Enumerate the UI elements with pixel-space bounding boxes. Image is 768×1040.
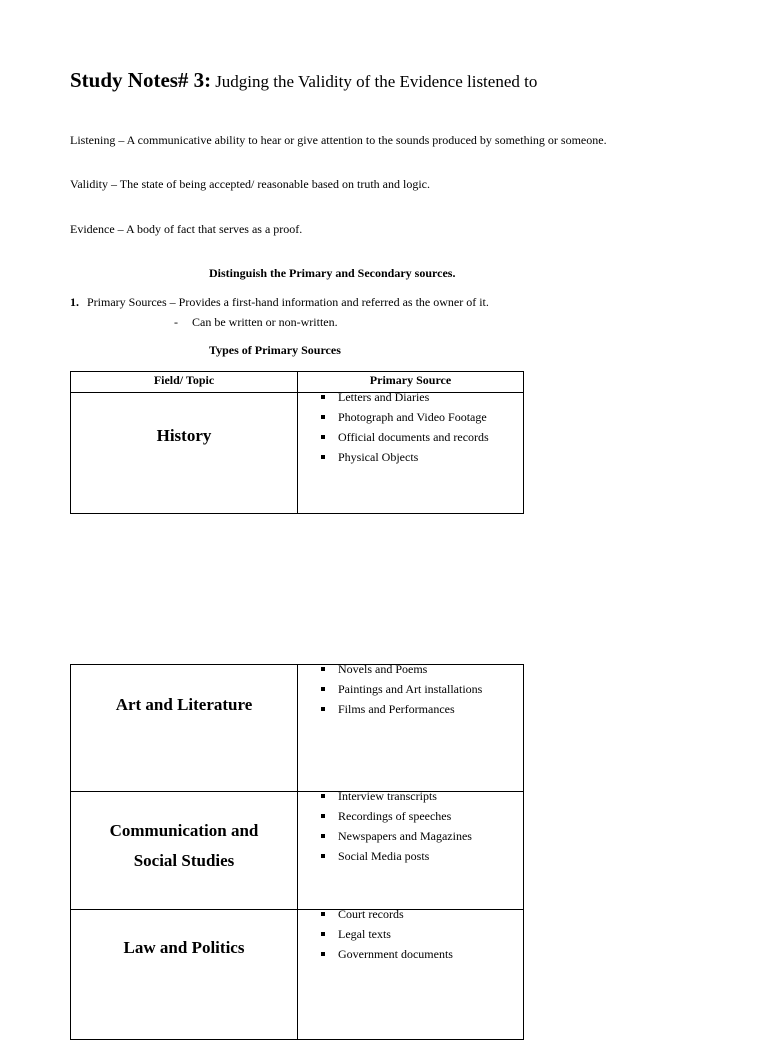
types-heading: Types of Primary Sources xyxy=(209,343,341,357)
header-field-topic: Field/ Topic xyxy=(71,372,298,393)
table-row xyxy=(71,910,524,1040)
square-bullet-icon xyxy=(321,932,325,936)
sub-item-text: Can be written or non-written. xyxy=(192,315,338,329)
sub-item xyxy=(174,315,338,330)
list-item: Photograph and Video Footage xyxy=(298,411,523,431)
list-item: Court records xyxy=(298,908,523,928)
square-bullet-icon xyxy=(321,707,325,711)
table-row xyxy=(71,393,524,514)
field-cell-line: Social Studies xyxy=(133,851,235,870)
numbered-item-primary-sources xyxy=(70,295,489,310)
square-bullet-icon xyxy=(321,814,325,818)
item-text: Primary Sources – Provides a first-hand information and referred as the owner of it. xyxy=(87,295,489,309)
list-item: Paintings and Art installations xyxy=(298,683,523,703)
square-bullet-icon xyxy=(321,834,325,838)
square-bullet-icon xyxy=(321,435,325,439)
square-bullet-icon xyxy=(321,912,325,916)
list-item: Letters and Diaries xyxy=(298,391,523,411)
item-number: 1. xyxy=(70,295,79,309)
definition-validity: Validity – The state of being accepted/ reasonable based on truth and logic. xyxy=(70,177,430,191)
field-cell: Art and Literature xyxy=(71,665,298,792)
field-cell: History xyxy=(71,393,298,514)
field-cell: Law and Politics xyxy=(71,910,298,1040)
source-cell xyxy=(298,662,524,792)
list-item: Newspapers and Magazines xyxy=(298,830,523,850)
list-item: Novels and Poems xyxy=(298,663,523,683)
square-bullet-icon xyxy=(321,952,325,956)
square-bullet-icon xyxy=(321,794,325,798)
definition-listening: Listening – A communicative ability to hear or give attention to the sounds produced by something or someone. xyxy=(70,133,607,147)
list-item: Interview transcripts xyxy=(298,790,523,810)
table-row xyxy=(71,792,524,910)
list-item: Official documents and records xyxy=(298,431,523,451)
table-row xyxy=(71,665,524,792)
field-cell xyxy=(71,792,298,910)
page-title xyxy=(70,68,537,93)
square-bullet-icon xyxy=(321,687,325,691)
source-cell xyxy=(298,390,524,514)
list-item: Films and Performances xyxy=(298,703,523,723)
list-item: Physical Objects xyxy=(298,451,523,471)
list-item: Recordings of speeches xyxy=(298,810,523,830)
list-item: Legal texts xyxy=(298,928,523,948)
square-bullet-icon xyxy=(321,395,325,399)
source-list xyxy=(298,908,523,968)
square-bullet-icon xyxy=(321,667,325,671)
table-header-row xyxy=(71,372,524,393)
list-item: Government documents xyxy=(298,948,523,968)
source-list xyxy=(298,663,523,723)
primary-sources-table xyxy=(70,371,524,514)
source-list xyxy=(298,391,523,471)
primary-sources-table-continued xyxy=(70,664,524,1040)
definition-evidence: Evidence – A body of fact that serves as a proof. xyxy=(70,222,303,236)
source-cell xyxy=(298,789,524,910)
square-bullet-icon xyxy=(321,854,325,858)
list-item: Social Media posts xyxy=(298,850,523,870)
sub-item-dash: - xyxy=(174,315,178,329)
source-cell xyxy=(298,907,524,1040)
source-list xyxy=(298,790,523,870)
section-heading: Distinguish the Primary and Secondary sources. xyxy=(209,266,456,280)
title-bold: Study Notes# 3: xyxy=(70,68,212,92)
title-rest: Judging the Validity of the Evidence listened to xyxy=(215,72,538,91)
square-bullet-icon xyxy=(321,455,325,459)
header-primary-source: Primary Source xyxy=(298,372,524,393)
square-bullet-icon xyxy=(321,415,325,419)
field-cell-line: Communication and xyxy=(109,821,259,840)
